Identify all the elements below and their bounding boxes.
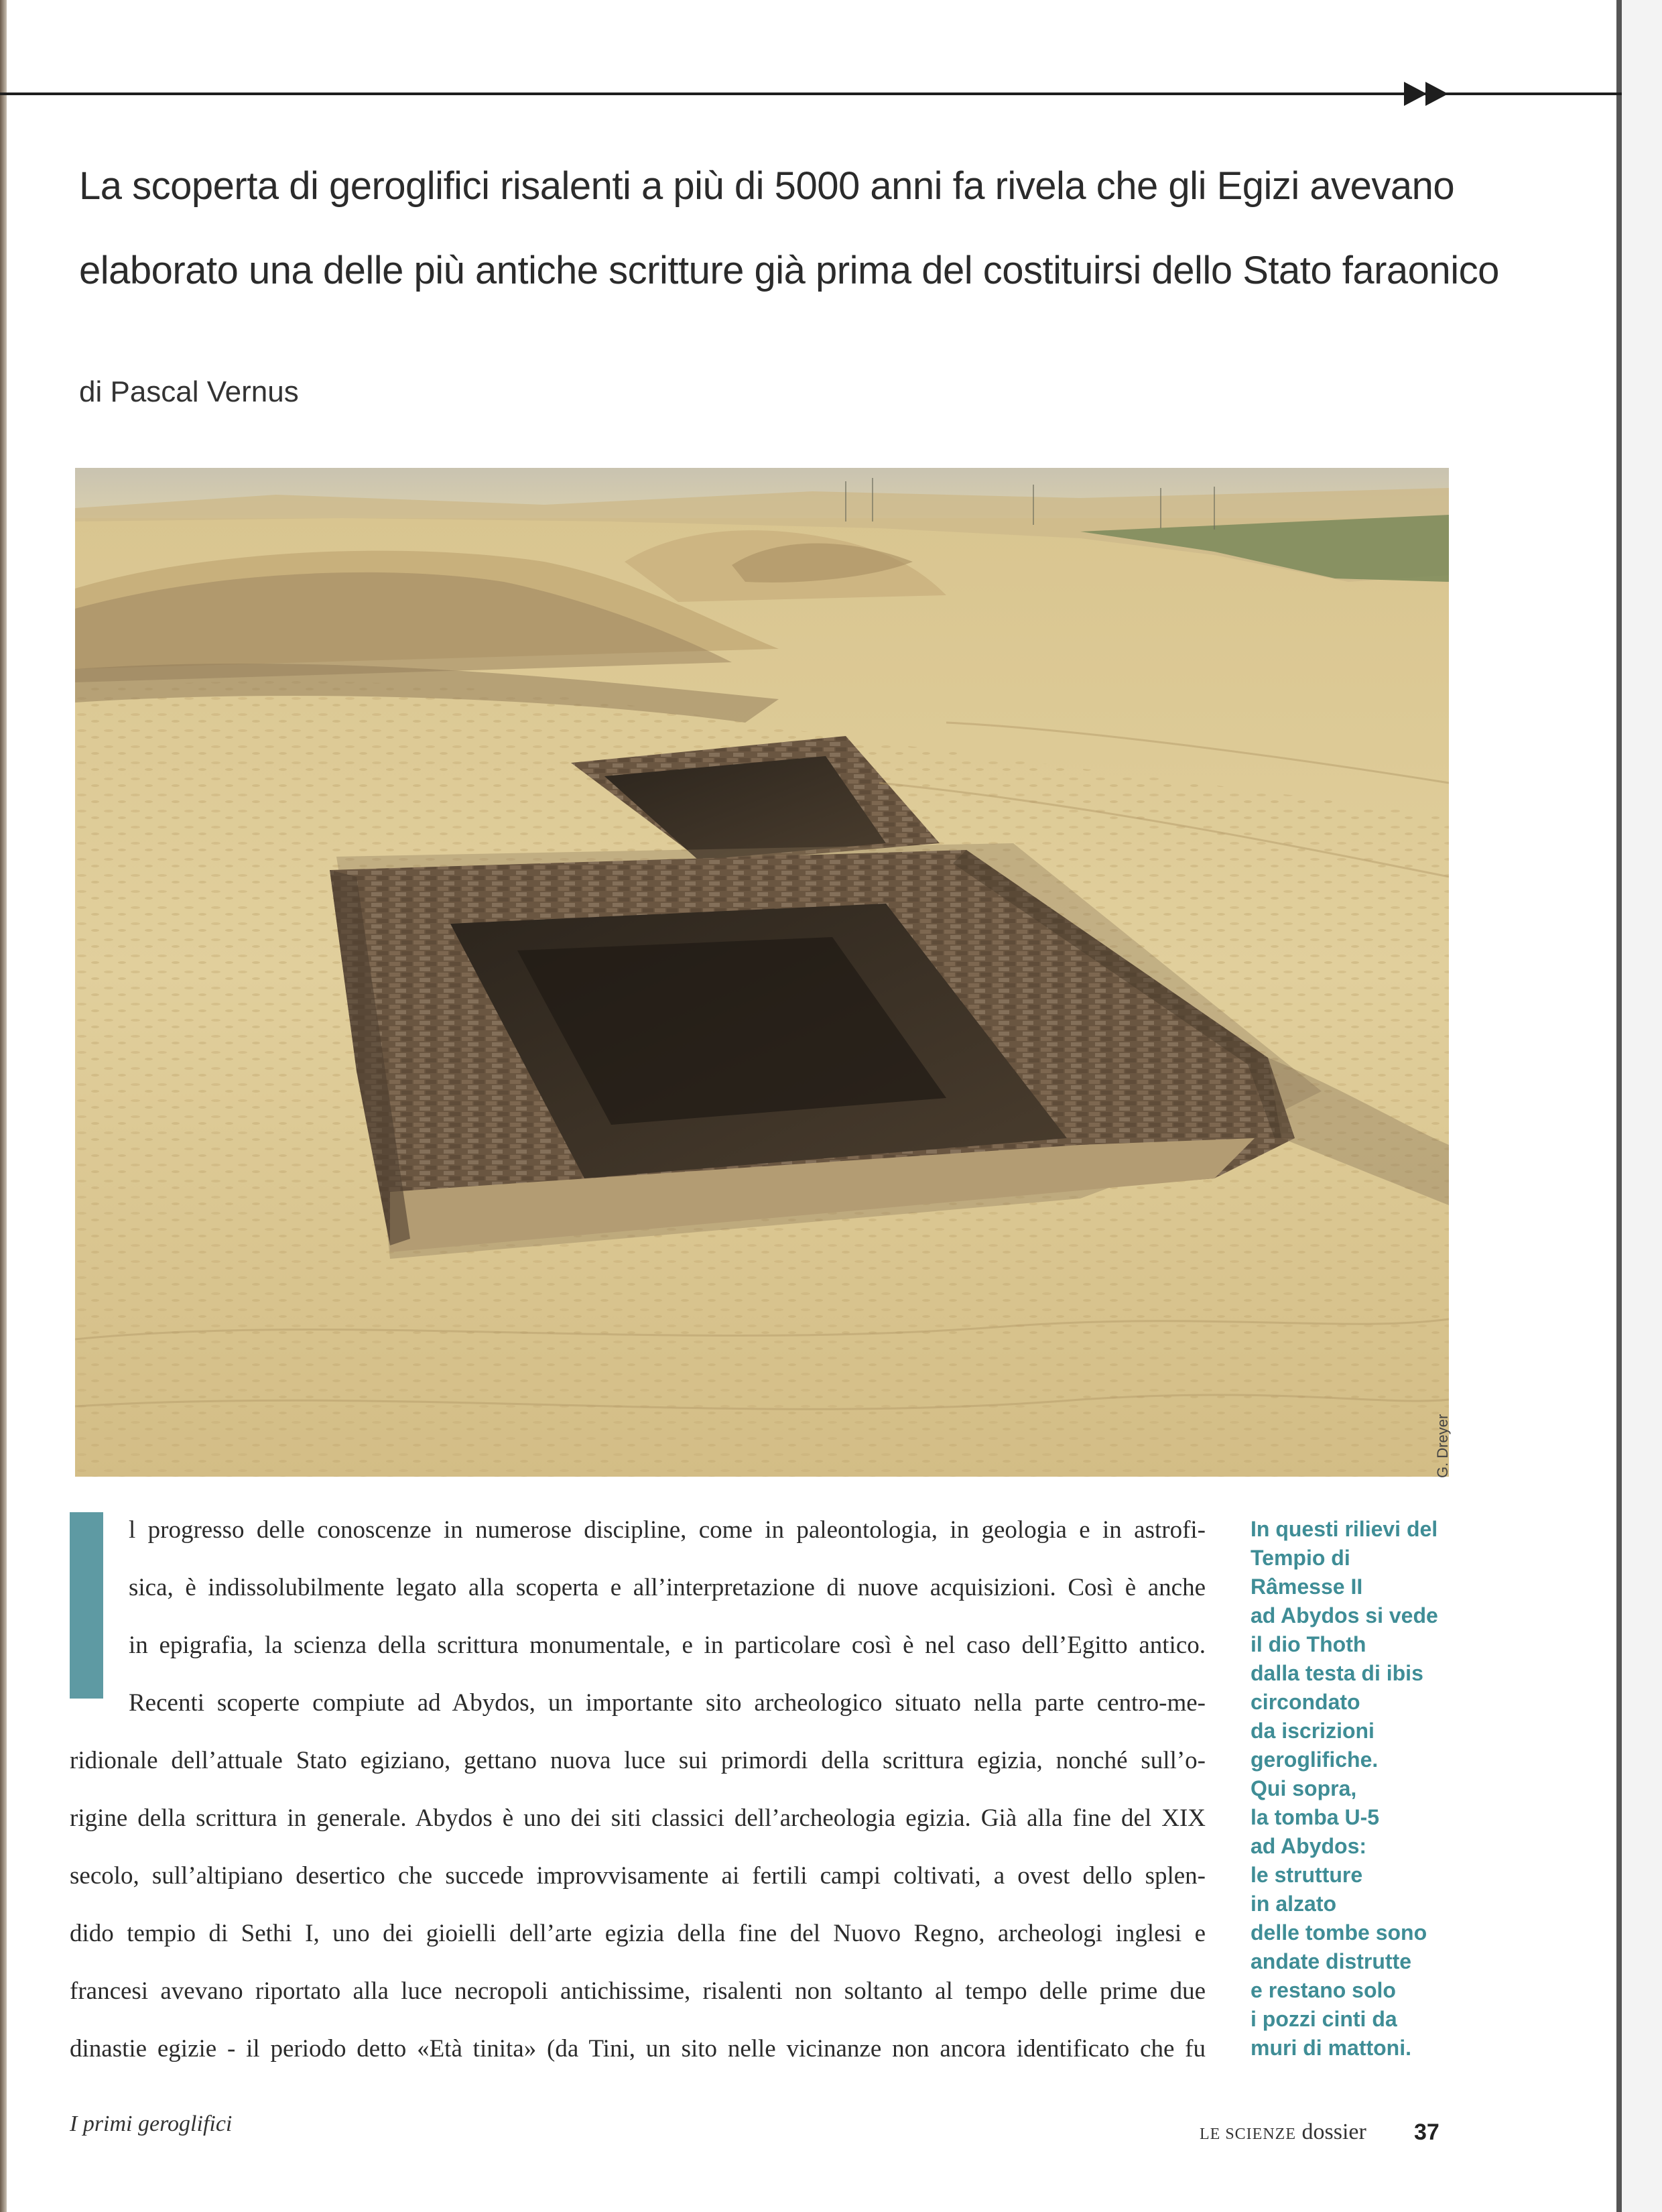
caption-line: la tomba U-5 bbox=[1251, 1805, 1380, 1829]
body-line: l progresso delle conoscenze in numerose discipline, come in paleontologia, in geologia e in astrofi- bbox=[129, 1516, 1206, 1544]
page-margin-right bbox=[1622, 0, 1662, 2212]
magazine-suffix: dossier bbox=[1301, 2119, 1366, 2144]
top-rule bbox=[0, 93, 1622, 95]
caption-line: Tempio di bbox=[1251, 1546, 1350, 1570]
page-number: 37 bbox=[1414, 2119, 1440, 2145]
caption-line: i pozzi cinti da bbox=[1251, 2007, 1397, 2031]
body-line: in epigrafia, la scienza della scrittura monumentale, e in particolare così è nel caso dell’Egitto antico. bbox=[129, 1632, 1206, 1659]
caption-line: Râmesse II bbox=[1251, 1575, 1363, 1599]
caption-line: da iscrizioni bbox=[1251, 1719, 1375, 1743]
caption-line: dalla testa di ibis bbox=[1251, 1661, 1423, 1685]
caption-line: geroglifiche. bbox=[1251, 1747, 1379, 1772]
page-spine-right bbox=[1616, 0, 1622, 2212]
photo-credit: G. Dreyer bbox=[1434, 1414, 1451, 1478]
body-line: sica, è indissolubilmente legato alla scoperta e all’interpretazione di nuove acquisizioni. Così è anche bbox=[129, 1574, 1206, 1601]
caption-line: circondato bbox=[1251, 1690, 1360, 1714]
footer-magazine bbox=[1200, 2119, 1366, 2145]
body-line: secolo, sull’altipiano desertico che succede improvvisamente ai fertili campi coltivati, a ovest dello splen- bbox=[70, 1862, 1206, 1890]
article-body bbox=[70, 1501, 1206, 2078]
caption-line: andate distrutte bbox=[1251, 1949, 1412, 1973]
article-headline bbox=[79, 144, 1500, 313]
body-line: dido tempio di Sethi I, uno dei gioielli dell’arte egizia della fine del Nuovo Regno, archeologi inglesi e bbox=[70, 1920, 1206, 1947]
caption-line: le strutture bbox=[1251, 1863, 1363, 1887]
continue-arrows-icon bbox=[1404, 82, 1451, 106]
body-line: dinastie egizie - il periodo detto «Età tinita» (da Tini, un sito nelle vicinanze non ancora identificato che fu bbox=[70, 2035, 1206, 2063]
tomb-photo bbox=[75, 468, 1449, 1477]
caption-line: il dio Thoth bbox=[1251, 1632, 1366, 1656]
headline-line-1: La scoperta di geroglifici risalenti a più di 5000 anni fa rivela che gli Egizi avevano bbox=[79, 164, 1455, 208]
caption-line: ad Abydos: bbox=[1251, 1834, 1367, 1858]
body-line: francesi avevano riportato alla luce necropoli antichissime, risalenti non soltanto al tempo delle prime due bbox=[70, 1977, 1206, 2005]
caption-line: Qui sopra, bbox=[1251, 1776, 1357, 1800]
body-line: ridionale dell’attuale Stato egiziano, gettano nuova luce sui primordi della scrittura egizia, nonché sull’o- bbox=[70, 1747, 1206, 1774]
caption-line: In questi rilievi del bbox=[1251, 1517, 1438, 1541]
body-line: rigine della scrittura in generale. Abydos è uno dei siti classici dell’archeologia egizia. Già alla fine del XIX bbox=[70, 1804, 1206, 1832]
caption-line: in alzato bbox=[1251, 1892, 1337, 1916]
caption-line: ad Abydos si vede bbox=[1251, 1603, 1438, 1627]
caption-line: muri di mattoni. bbox=[1251, 2036, 1411, 2060]
headline-line-2: elaborato una delle più antiche scritture già prima del costituirsi dello Stato faraonico bbox=[79, 249, 1499, 292]
photo-caption bbox=[1251, 1515, 1465, 2063]
byline: di Pascal Vernus bbox=[79, 375, 299, 408]
caption-line: e restano solo bbox=[1251, 1978, 1396, 2002]
magazine-name: LE SCIENZE bbox=[1200, 2126, 1296, 2143]
footer-section-title: I primi geroglifici bbox=[70, 2111, 233, 2136]
body-line: Recenti scoperte compiute ad Abydos, un importante sito archeologico situato nella parte centro-me- bbox=[129, 1689, 1206, 1717]
caption-line: delle tombe sono bbox=[1251, 1920, 1427, 1945]
page-spine-left bbox=[0, 0, 7, 2212]
